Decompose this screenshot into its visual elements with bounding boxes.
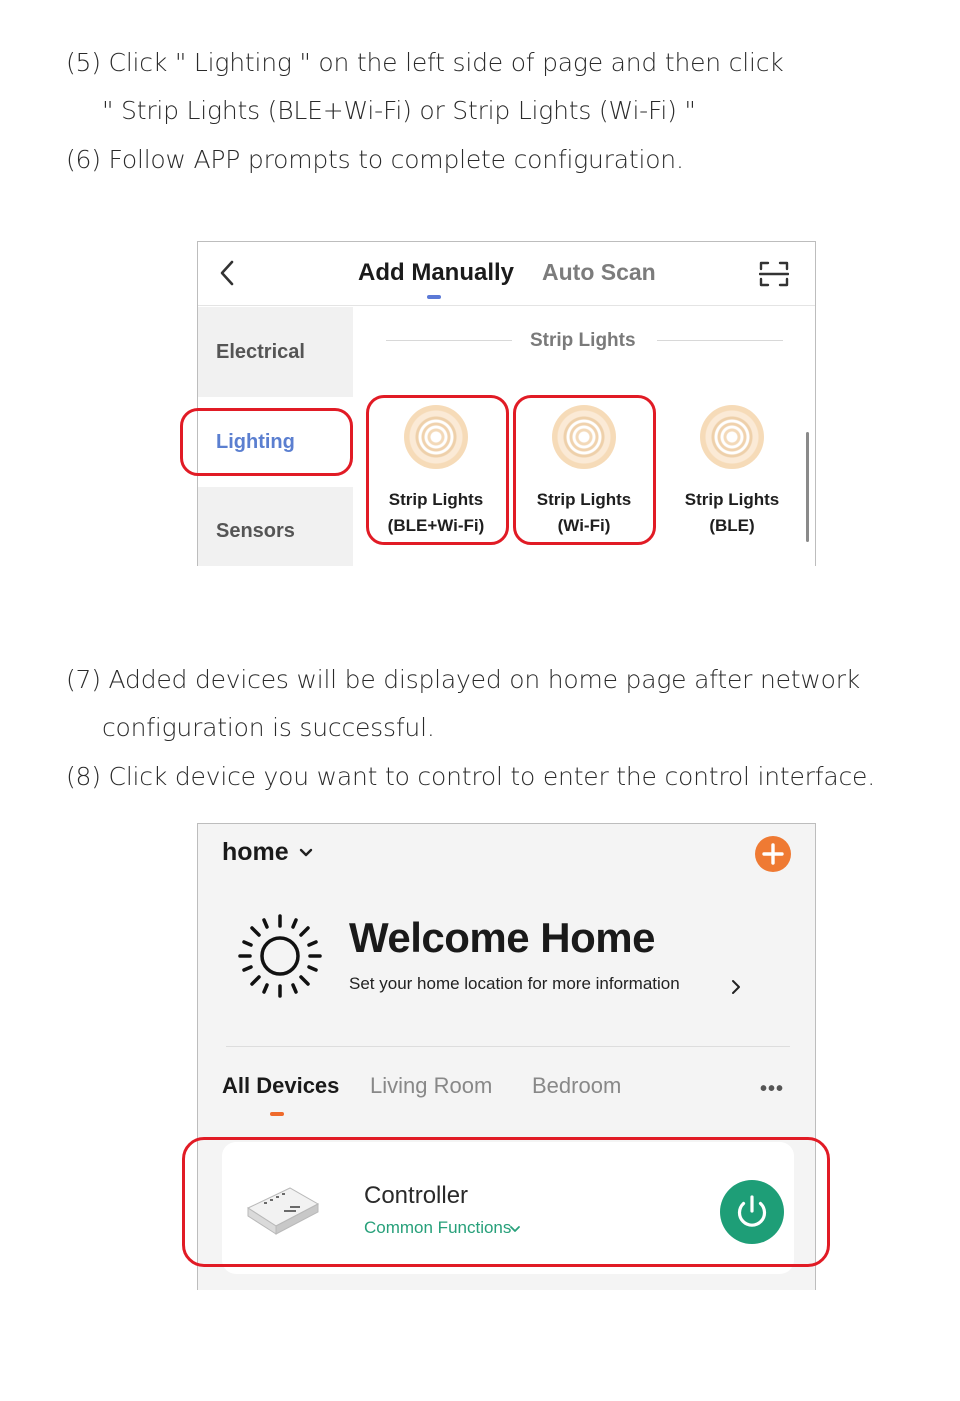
scan-icon[interactable] — [759, 260, 789, 288]
device-label — [510, 487, 658, 539]
step-5-line-1: (5) Click " Lighting " on the left side of page and then click — [66, 48, 784, 77]
sidebar-item-lighting[interactable]: Lighting — [216, 431, 295, 453]
home-selector[interactable]: home — [222, 838, 289, 866]
add-device-header — [198, 242, 815, 306]
strip-light-icon — [552, 405, 616, 469]
power-icon — [720, 1180, 784, 1244]
add-device-screenshot — [197, 241, 816, 566]
section-divider-right — [657, 340, 783, 341]
chevron-down-icon[interactable] — [298, 846, 314, 860]
section-divider-left — [386, 340, 512, 341]
device-label — [362, 487, 510, 539]
active-tab-indicator — [427, 295, 441, 299]
tab-auto-scan[interactable]: Auto Scan — [542, 259, 656, 285]
more-options-icon[interactable]: ••• — [760, 1078, 785, 1100]
home-screenshot — [197, 823, 816, 1290]
step-7-line-1: (7) Added devices will be displayed on home page after network — [66, 665, 861, 694]
device-label — [658, 487, 806, 539]
step-5-line-2: " Strip Lights (BLE+Wi-Fi) or Strip Lights (Wi-Fi) " — [102, 96, 696, 125]
active-room-indicator — [270, 1112, 284, 1116]
strip-light-icon — [404, 405, 468, 469]
strip-light-icon — [700, 405, 764, 469]
device-name: Controller — [364, 1182, 469, 1209]
device-label-line1: Strip Lights — [536, 490, 632, 509]
device-label-line1: Strip Lights — [684, 490, 780, 509]
plus-icon — [755, 836, 791, 872]
welcome-title: Welcome Home — [349, 914, 655, 961]
device-strip-lights-ble[interactable] — [658, 405, 806, 539]
tab-all-devices[interactable]: All Devices — [222, 1073, 340, 1098]
device-label-line1: Strip Lights — [388, 490, 484, 509]
controller-device-image — [244, 1182, 320, 1236]
device-strip-lights-wifi[interactable] — [510, 405, 658, 539]
add-device-button[interactable] — [755, 836, 791, 872]
power-button[interactable] — [720, 1180, 784, 1244]
divider — [226, 1046, 790, 1047]
tab-add-manually[interactable]: Add Manually — [358, 259, 515, 286]
common-functions-link[interactable]: Common Functions — [364, 1218, 512, 1237]
step-7-line-2: configuration is successful. — [102, 713, 435, 742]
category-sidebar — [198, 307, 353, 566]
tab-living-room[interactable]: Living Room — [370, 1073, 493, 1098]
back-icon[interactable] — [216, 259, 240, 287]
device-label-line2: (Wi-Fi) — [557, 516, 611, 535]
step-8: (8) Click device you want to control to enter the control interface. — [66, 762, 875, 791]
chevron-down-icon[interactable] — [509, 1224, 521, 1234]
device-strip-lights-ble-wifi[interactable] — [362, 405, 510, 539]
sidebar-item-electrical[interactable]: Electrical — [216, 341, 305, 363]
chevron-right-icon[interactable] — [730, 979, 742, 995]
device-label-line2: (BLE) — [709, 516, 755, 535]
device-card-controller[interactable] — [222, 1142, 794, 1274]
sun-icon — [236, 912, 324, 1000]
device-label-line2: (BLE+Wi-Fi) — [387, 516, 485, 535]
section-title: Strip Lights — [530, 330, 636, 351]
tab-bedroom[interactable]: Bedroom — [532, 1073, 622, 1098]
scrollbar[interactable] — [806, 432, 809, 542]
sidebar-item-sensors[interactable]: Sensors — [216, 520, 295, 542]
step-6: (6) Follow APP prompts to complete configuration. — [66, 145, 684, 174]
location-prompt[interactable]: Set your home location for more information — [349, 974, 680, 993]
